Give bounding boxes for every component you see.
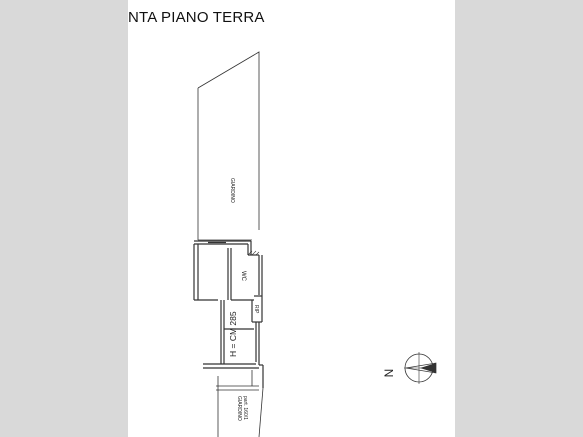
compass-north-label: N (382, 368, 396, 378)
north-compass-icon (382, 352, 436, 384)
label-garden-top: GIARDINO (229, 178, 235, 203)
label-wc: WC (240, 271, 246, 281)
label-parcel: part. 160/1 (242, 396, 248, 420)
floor-plan-drawing (128, 0, 455, 437)
drawing-title: NTA PIANO TERRA (128, 9, 265, 26)
garden-outline (198, 52, 259, 240)
label-rip: RIP (253, 305, 259, 314)
drawing-sheet (128, 0, 455, 437)
label-height: H = CM 285 (228, 311, 238, 357)
label-garden-bottom: GIARDINO (236, 396, 242, 421)
